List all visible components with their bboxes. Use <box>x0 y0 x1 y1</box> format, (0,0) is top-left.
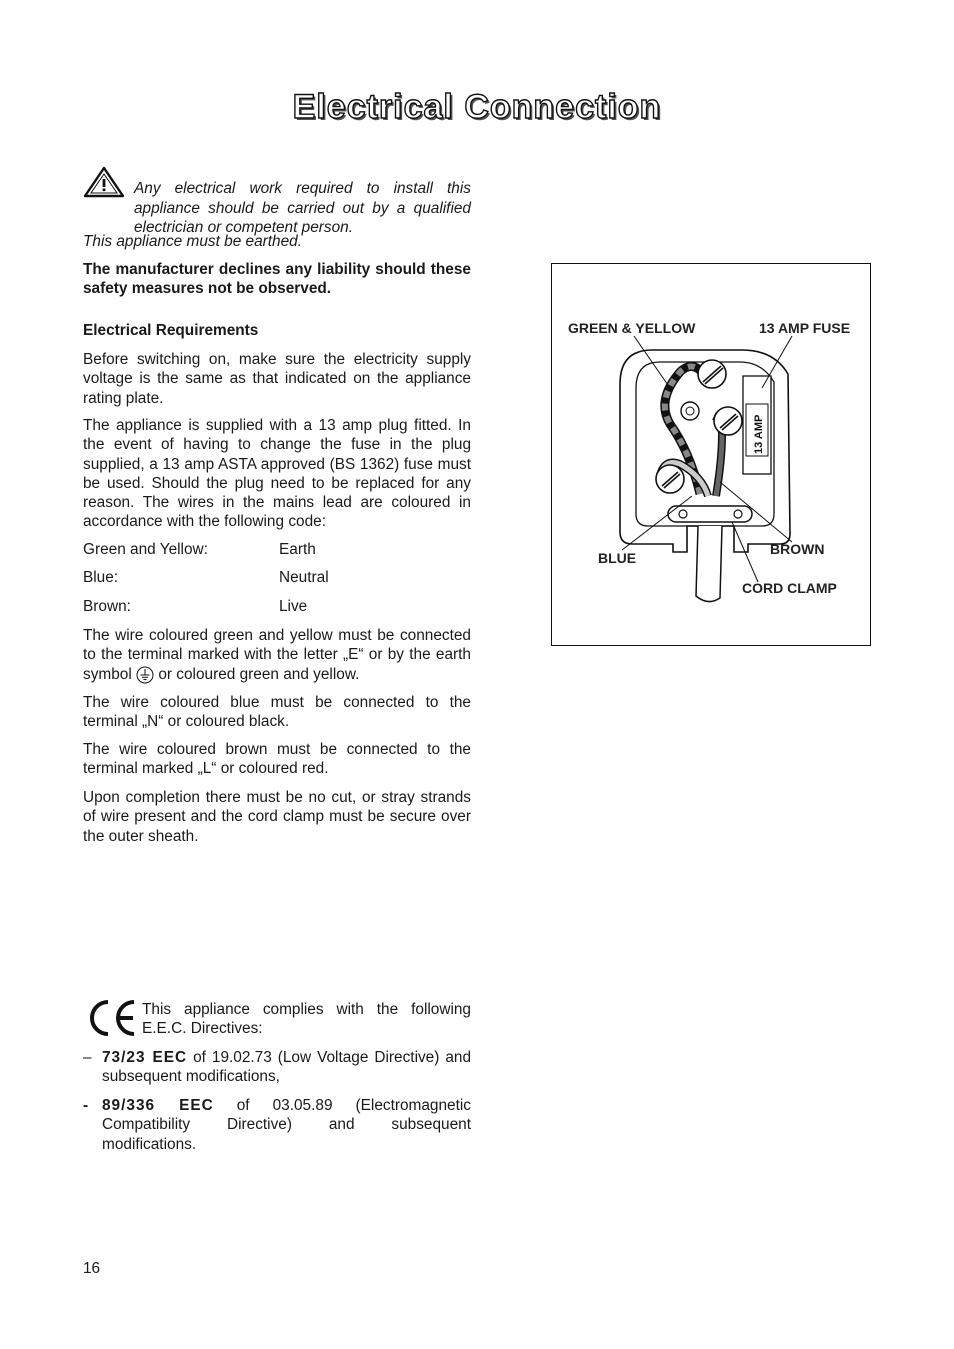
fuse-marking: 13 AMP <box>753 414 765 454</box>
label-green-yellow: GREEN & YELLOW <box>568 320 696 336</box>
plug-wiring-diagram <box>551 263 871 646</box>
directive-code: 89/336 EEC <box>102 1097 214 1114</box>
directive-dash: – <box>83 1049 92 1066</box>
label-fuse: 13 AMP FUSE <box>759 320 851 336</box>
code-meaning: Neutral <box>279 569 329 586</box>
code-meaning: Earth <box>279 541 316 558</box>
code-row-neutral <box>83 569 471 589</box>
directive-text: of 03.05.89 (Electromagnetic Compatibility Directive) and subsequent modifications. <box>102 1097 471 1153</box>
compliance-intro: This appliance complies with the following E.E.C. Directives: <box>142 1001 471 1038</box>
liability-note: The manufacturer declines any liability should these safety measures not be observed. <box>83 261 471 298</box>
requirements-para-1: Before switching on, make sure the electricity supply voltage is the same as that indicated on the appliance rating plate. <box>83 351 471 407</box>
directive-dash: - <box>83 1097 89 1114</box>
label-blue: BLUE <box>598 550 637 566</box>
green-yellow-instruction <box>83 626 471 684</box>
code-meaning: Live <box>279 598 308 615</box>
code-row-earth <box>83 541 471 561</box>
page-number: 16 <box>83 1260 101 1277</box>
directive-item <box>83 1048 471 1087</box>
warning-triangle-icon <box>83 166 125 198</box>
earth-symbol-icon <box>136 666 154 684</box>
label-brown: BROWN <box>770 541 825 557</box>
green-yellow-text-b: or coloured green and yellow. <box>158 665 360 683</box>
directive-code: 73/23 EEC <box>102 1049 188 1066</box>
page-title: Electrical Connection <box>292 88 662 126</box>
green-yellow-text-a: The wire coloured green and yellow must be connected to the terminal marked with the letter „E“ or by the earth symbol <box>83 627 471 683</box>
directive-text: of 19.02.73 (Low Voltage Directive) and subsequent modifications, <box>102 1049 472 1086</box>
blue-instruction: The wire coloured blue must be connected to the terminal „N“ or coloured black. <box>83 694 471 731</box>
completion-instruction: Upon completion there must be no cut, or stray strands of wire present and the cord clamp must be secure over the outer sheath. <box>83 789 471 845</box>
code-colour: Green and Yellow: <box>83 541 208 558</box>
warning-text: Any electrical work required to install this appliance should be carried out by a qualified electrician or competent person. <box>134 180 471 236</box>
code-colour: Brown: <box>83 598 131 615</box>
brown-instruction: The wire coloured brown must be connected to the terminal marked „L“ or coloured red. <box>83 741 471 778</box>
requirements-para-2: The appliance is supplied with a 13 amp plug fitted. In the event of having to change the fuse in the plug supplied, a 13 amp ASTA approved (BS 1362) fuse must be used. Should the plug need to be replaced for any reason. The wires in the mains lead are coloured in accordance with the following code: <box>83 417 471 531</box>
ce-mark-icon <box>88 998 140 1038</box>
requirements-heading: Electrical Requirements <box>83 322 259 339</box>
earthed-note: This appliance must be earthed. <box>83 233 303 250</box>
code-colour: Blue: <box>83 569 119 586</box>
directive-item <box>83 1096 471 1154</box>
label-cord-clamp: CORD CLAMP <box>742 580 837 596</box>
code-row-live <box>83 598 471 618</box>
